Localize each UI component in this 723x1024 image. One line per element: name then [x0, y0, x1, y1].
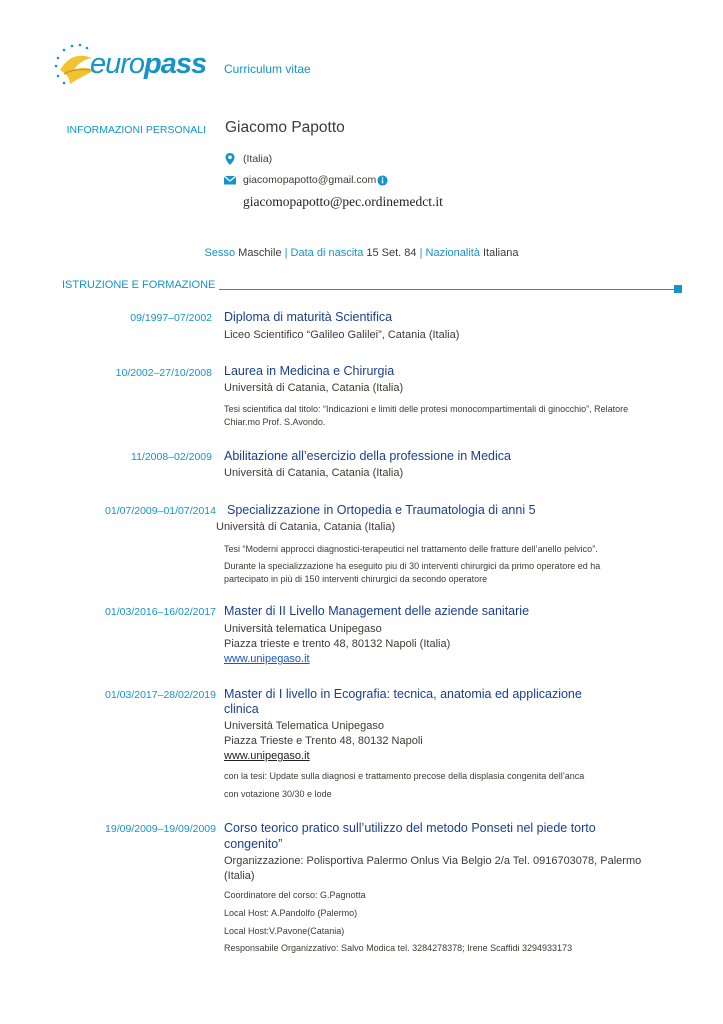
- sex-label: Sesso: [204, 247, 236, 259]
- entry-date: 01/03/2016–16/02/2017: [105, 606, 216, 618]
- entry-line: Università telematica Unipegaso: [224, 623, 382, 635]
- education-section-label: ISTRUZIONE E FORMAZIONE: [62, 279, 216, 291]
- entry-note: Local Host:V.Pavone(Catania): [224, 926, 345, 936]
- entry-note: Responsabile Organizzativo: Salvo Modica tel. 3284278378; Irene Scaffidi 3294933173: [224, 943, 573, 953]
- entry-date: 01/03/2017–28/02/2019: [105, 689, 216, 701]
- location-row: [223, 152, 272, 166]
- entry-title: Corso teorico pratico sull’utilizzo del metodo Ponseti nel piede torto: [224, 821, 596, 835]
- nationality-value: Italiana: [483, 247, 519, 259]
- entry-title: Diploma di maturità Scientifica: [224, 310, 393, 324]
- entry-date: 11/2008–02/2009: [131, 451, 212, 463]
- nationality-label: Nazionalità: [425, 247, 480, 259]
- entry-note: Tesi scientifica dal titolo: “Indicazioni e limiti delle protesi monocompartimentali di ginocchio”, Relatore: [224, 404, 629, 414]
- entry-note: Tesi “Moderni approcci diagnostici-terapeutici nel trattamento delle fratture dell’anello pelvico”.: [224, 544, 598, 554]
- website-link[interactable]: www.unipegaso.it: [224, 750, 310, 762]
- personal-info-section-label: INFORMAZIONI PERSONALI: [66, 124, 206, 136]
- entry-title: Specializzazione in Ortopedia e Traumatologia di anni 5: [227, 503, 536, 517]
- entry-note: Chiar.mo Prof. S.Avondo.: [224, 417, 326, 427]
- entry-line: (Italia): [224, 870, 255, 882]
- entry-date: 09/1997–07/2002: [130, 312, 212, 324]
- location-pin-icon: [223, 152, 237, 166]
- email-row: [223, 173, 388, 187]
- info-icon[interactable]: [377, 175, 388, 186]
- entry-note: partecipato in più di 150 interventi chirurgici da secondo operatore: [224, 574, 488, 584]
- entry-title: Laurea in Medicina e Chirurgia: [224, 364, 395, 378]
- entry-date: 19/09/2009–19/09/2009: [105, 823, 216, 835]
- entry-note: Durante la specializzazione ha eseguito piu di 30 interventi chirurgici da primo operatore ed ha: [224, 561, 601, 571]
- entry-line: Piazza Trieste e Trento 48, 80132 Napoli: [224, 735, 423, 747]
- section-divider-marker: [674, 285, 682, 293]
- entry-line: Organizzazione: Polisportiva Palermo Onlus Via Belgio 2/a Tel. 0916703078, Palermo: [224, 855, 642, 867]
- europass-wordmark: europass: [90, 48, 207, 80]
- entry-line: Università di Catania, Catania (Italia): [224, 382, 404, 394]
- entry-date: 10/2002–27/10/2008: [115, 367, 212, 379]
- europass-logo: [52, 40, 212, 90]
- entry-title: Master di I livello in Ecografia: tecnica, anatomia ed applicazione: [224, 687, 582, 701]
- separator: |: [419, 247, 423, 259]
- email-link[interactable]: giacomopapotto@gmail.com: [243, 174, 377, 186]
- cv-label: Curriculum vitae: [224, 62, 311, 76]
- entry-title: Master di II Livello Management delle aziende sanitarie: [224, 604, 530, 618]
- entry-line: Università Telematica Unipegaso: [224, 720, 384, 732]
- entry-line: Piazza trieste e trento 48, 80132 Napoli (Italia): [224, 638, 451, 650]
- entry-line: Liceo Scientifico “Galileo Galilei”, Catania (Italia): [224, 329, 460, 341]
- entry-title: congenito”: [224, 837, 283, 851]
- entry-note: Coordinatore del corso: G.Pagnotta: [224, 890, 366, 900]
- birth-value: 15 Set. 84: [366, 247, 417, 259]
- entry-line: Università di Catania, Catania (Italia): [224, 467, 404, 479]
- entry-title: clinica: [224, 702, 259, 716]
- sex-value: Maschile: [238, 247, 282, 259]
- birth-label: Data di nascita: [290, 247, 364, 259]
- entry-title: Abilitazione all’esercizio della professione in Medica: [224, 449, 511, 463]
- entry-note: con votazione 30/30 e lode: [224, 789, 332, 799]
- location-text: (Italia): [243, 153, 273, 165]
- separator: |: [284, 247, 288, 259]
- envelope-icon: [223, 173, 237, 187]
- section-divider: [219, 289, 677, 290]
- entry-date: 01/07/2009–01/07/2014: [105, 505, 216, 517]
- entry-note: Local Host: A.Pandolfo (Palermo): [224, 908, 358, 918]
- entry-note: con la tesi: Update sulla diagnosi e trattamento precose della displasia congenita dell’anca: [224, 771, 585, 781]
- pec-address: giacomopapotto@pec.ordinemedct.it: [243, 194, 443, 209]
- person-name: Giacomo Papotto: [225, 119, 345, 136]
- website-link[interactable]: www.unipegaso.it: [224, 653, 310, 665]
- entry-line: Università di Catania, Catania (Italia): [216, 521, 396, 533]
- personal-details-line: [0, 247, 723, 259]
